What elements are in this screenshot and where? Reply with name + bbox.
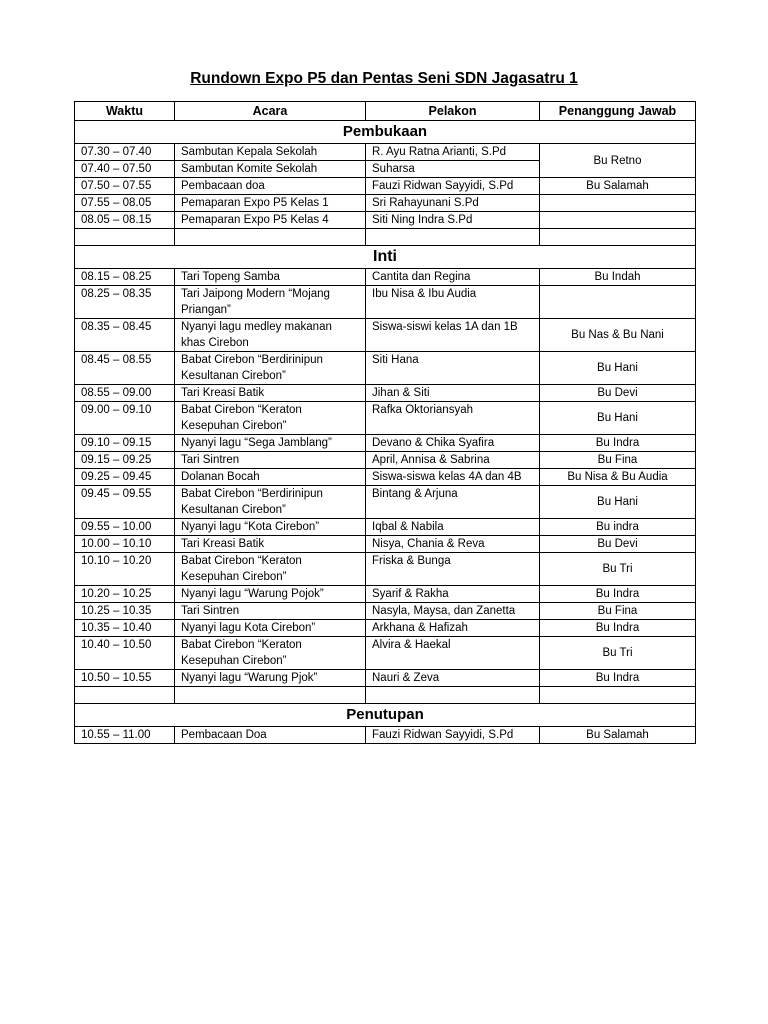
table-row — [75, 286, 696, 319]
cell-acara: Tari Sintren — [175, 603, 366, 620]
cell-pelakon: Sri Rahayunani S.Pd — [366, 195, 540, 212]
cell-penanggung-jawab: Bu Retno — [540, 144, 696, 178]
header-waktu: Waktu — [75, 102, 175, 121]
cell-pelakon: April, Annisa & Sabrina — [366, 452, 540, 469]
cell-waktu: 10.50 – 10.55 — [75, 670, 175, 687]
cell-waktu: 08.35 – 08.45 — [75, 319, 175, 352]
cell-penanggung-jawab: Bu Indra — [540, 435, 696, 452]
cell-acara: Sambutan Kepala Sekolah — [175, 144, 366, 161]
cell-waktu: 07.55 – 08.05 — [75, 195, 175, 212]
cell-waktu: 08.55 – 09.00 — [75, 385, 175, 402]
cell-acara: Pemaparan Expo P5 Kelas 4 — [175, 212, 366, 229]
cell-acara: Babat Cirebon “Keraton Kesepuhan Cirebon” — [175, 637, 366, 670]
cell-pelakon: Rafka Oktoriansyah — [366, 402, 540, 435]
cell-penanggung-jawab: Bu Nas & Bu Nani — [540, 319, 696, 352]
cell-pelakon: Iqbal & Nabila — [366, 519, 540, 536]
cell-penanggung-jawab: Bu Nisa & Bu Audia — [540, 469, 696, 486]
cell-pelakon: Bintang & Arjuna — [366, 486, 540, 519]
cell-pelakon: R. Ayu Ratna Arianti, S.Pd — [366, 144, 540, 161]
table-row — [75, 603, 696, 620]
cell-penanggung-jawab: Bu Tri — [540, 553, 696, 586]
table-row — [75, 586, 696, 603]
cell-penanggung-jawab: Bu Fina — [540, 603, 696, 620]
table-row — [75, 553, 696, 586]
rundown-body — [75, 121, 696, 744]
cell-penanggung-jawab: Bu indra — [540, 519, 696, 536]
cell-waktu: 09.25 – 09.45 — [75, 469, 175, 486]
table-row — [75, 519, 696, 536]
table-row — [75, 536, 696, 553]
section-title: Inti — [75, 246, 696, 269]
blank-cell — [175, 229, 366, 246]
header-penanggung-jawab: Penanggung Jawab — [540, 102, 696, 121]
cell-waktu: 08.25 – 08.35 — [75, 286, 175, 319]
table-row — [75, 452, 696, 469]
cell-pelakon: Fauzi Ridwan Sayyidi, S.Pd — [366, 178, 540, 195]
cell-pelakon: Suharsa — [366, 161, 540, 178]
cell-waktu: 10.55 – 11.00 — [75, 727, 175, 744]
table-header-row — [75, 102, 696, 121]
cell-waktu: 08.05 – 08.15 — [75, 212, 175, 229]
cell-acara: Nyanyi lagu medley makanan khas Cirebon — [175, 319, 366, 352]
section-title: Penutupan — [75, 704, 696, 727]
cell-acara: Babat Cirebon “Berdirinipun Kesultanan Cirebon” — [175, 486, 366, 519]
cell-acara: Nyanyi lagu “Kota Cirebon” — [175, 519, 366, 536]
section-row — [75, 704, 696, 727]
cell-penanggung-jawab: Bu Indah — [540, 269, 696, 286]
cell-pelakon: Alvira & Haekal — [366, 637, 540, 670]
cell-acara: Tari Kreasi Batik — [175, 536, 366, 553]
table-row — [75, 486, 696, 519]
table-row — [75, 435, 696, 452]
cell-pelakon: Nauri & Zeva — [366, 670, 540, 687]
cell-penanggung-jawab: Bu Hani — [540, 402, 696, 435]
cell-waktu: 07.30 – 07.40 — [75, 144, 175, 161]
cell-waktu: 10.10 – 10.20 — [75, 553, 175, 586]
cell-waktu: 08.45 – 08.55 — [75, 352, 175, 385]
cell-acara: Nyanyi lagu “Warung Pjok” — [175, 670, 366, 687]
table-row — [75, 670, 696, 687]
table-row — [75, 319, 696, 352]
table-row — [75, 269, 696, 286]
cell-acara: Babat Cirebon “Keraton Kesepuhan Cirebon” — [175, 402, 366, 435]
blank-cell — [540, 687, 696, 704]
cell-penanggung-jawab: Bu Indra — [540, 586, 696, 603]
cell-acara: Tari Kreasi Batik — [175, 385, 366, 402]
cell-acara: Tari Sintren — [175, 452, 366, 469]
table-row — [75, 178, 696, 195]
cell-pelakon: Ibu Nisa & Ibu Audia — [366, 286, 540, 319]
cell-acara: Pembacaan Doa — [175, 727, 366, 744]
blank-cell — [75, 687, 175, 704]
cell-pelakon: Siti Ning Indra S.Pd — [366, 212, 540, 229]
header-pelakon: Pelakon — [366, 102, 540, 121]
cell-penanggung-jawab: Bu Salamah — [540, 727, 696, 744]
cell-pelakon: Fauzi Ridwan Sayyidi, S.Pd — [366, 727, 540, 744]
cell-penanggung-jawab: Bu Hani — [540, 486, 696, 519]
blank-row — [75, 687, 696, 704]
cell-waktu: 10.20 – 10.25 — [75, 586, 175, 603]
cell-acara: Sambutan Komite Sekolah — [175, 161, 366, 178]
table-row — [75, 727, 696, 744]
cell-waktu: 10.40 – 10.50 — [75, 637, 175, 670]
blank-cell — [175, 687, 366, 704]
cell-waktu: 09.00 – 09.10 — [75, 402, 175, 435]
cell-penanggung-jawab — [540, 195, 696, 212]
cell-waktu: 07.40 – 07.50 — [75, 161, 175, 178]
blank-cell — [366, 229, 540, 246]
cell-waktu: 07.50 – 07.55 — [75, 178, 175, 195]
cell-pelakon: Cantita dan Regina — [366, 269, 540, 286]
cell-acara: Nyanyi lagu “Sega Jamblang” — [175, 435, 366, 452]
document-title: Rundown Expo P5 dan Pentas Seni SDN Jagasatru 1 — [190, 70, 578, 87]
table-row — [75, 620, 696, 637]
cell-waktu: 10.35 – 10.40 — [75, 620, 175, 637]
cell-acara: Nyanyi lagu “Warung Pojok” — [175, 586, 366, 603]
cell-pelakon: Devano & Chika Syafira — [366, 435, 540, 452]
rundown-table — [74, 101, 696, 744]
cell-waktu: 09.45 – 09.55 — [75, 486, 175, 519]
cell-pelakon: Syarif & Rakha — [366, 586, 540, 603]
cell-acara: Pembacaan doa — [175, 178, 366, 195]
cell-pelakon: Siswa-siswa kelas 4A dan 4B — [366, 469, 540, 486]
cell-acara: Pemaparan Expo P5 Kelas 1 — [175, 195, 366, 212]
cell-penanggung-jawab: Bu Fina — [540, 452, 696, 469]
blank-cell — [75, 229, 175, 246]
cell-pelakon: Jihan & Siti — [366, 385, 540, 402]
cell-penanggung-jawab — [540, 286, 696, 319]
table-row — [75, 385, 696, 402]
cell-penanggung-jawab: Bu Devi — [540, 385, 696, 402]
cell-waktu: 08.15 – 08.25 — [75, 269, 175, 286]
table-row — [75, 144, 696, 161]
cell-penanggung-jawab: Bu Salamah — [540, 178, 696, 195]
cell-pelakon: Siti Hana — [366, 352, 540, 385]
cell-pelakon: Nasyla, Maysa, dan Zanetta — [366, 603, 540, 620]
cell-penanggung-jawab — [540, 212, 696, 229]
cell-pelakon: Arkhana & Hafizah — [366, 620, 540, 637]
table-row — [75, 212, 696, 229]
cell-penanggung-jawab: Bu Indra — [540, 620, 696, 637]
cell-waktu: 09.10 – 09.15 — [75, 435, 175, 452]
blank-cell — [366, 687, 540, 704]
table-row — [75, 352, 696, 385]
cell-penanggung-jawab: Bu Tri — [540, 637, 696, 670]
section-title: Pembukaan — [75, 121, 696, 144]
cell-waktu: 09.55 – 10.00 — [75, 519, 175, 536]
cell-acara: Tari Jaipong Modern “Mojang Priangan” — [175, 286, 366, 319]
blank-cell — [540, 229, 696, 246]
cell-acara: Babat Cirebon “Berdirinipun Kesultanan Cirebon” — [175, 352, 366, 385]
table-row — [75, 402, 696, 435]
cell-acara: Tari Topeng Samba — [175, 269, 366, 286]
cell-acara: Nyanyi lagu Kota Cirebon” — [175, 620, 366, 637]
cell-acara: Babat Cirebon “Keraton Kesepuhan Cirebon” — [175, 553, 366, 586]
cell-pelakon: Siswa-siswi kelas 1A dan 1B — [366, 319, 540, 352]
cell-acara: Dolanan Bocah — [175, 469, 366, 486]
header-acara: Acara — [175, 102, 366, 121]
cell-penanggung-jawab: Bu Hani — [540, 352, 696, 385]
cell-pelakon: Friska & Bunga — [366, 553, 540, 586]
table-row — [75, 469, 696, 486]
table-row — [75, 195, 696, 212]
blank-row — [75, 229, 696, 246]
table-row — [75, 637, 696, 670]
section-row — [75, 121, 696, 144]
cell-penanggung-jawab: Bu Devi — [540, 536, 696, 553]
cell-waktu: 09.15 – 09.25 — [75, 452, 175, 469]
cell-pelakon: Nisya, Chania & Reva — [366, 536, 540, 553]
section-row — [75, 246, 696, 269]
cell-waktu: 10.25 – 10.35 — [75, 603, 175, 620]
cell-waktu: 10.00 – 10.10 — [75, 536, 175, 553]
cell-penanggung-jawab: Bu Indra — [540, 670, 696, 687]
